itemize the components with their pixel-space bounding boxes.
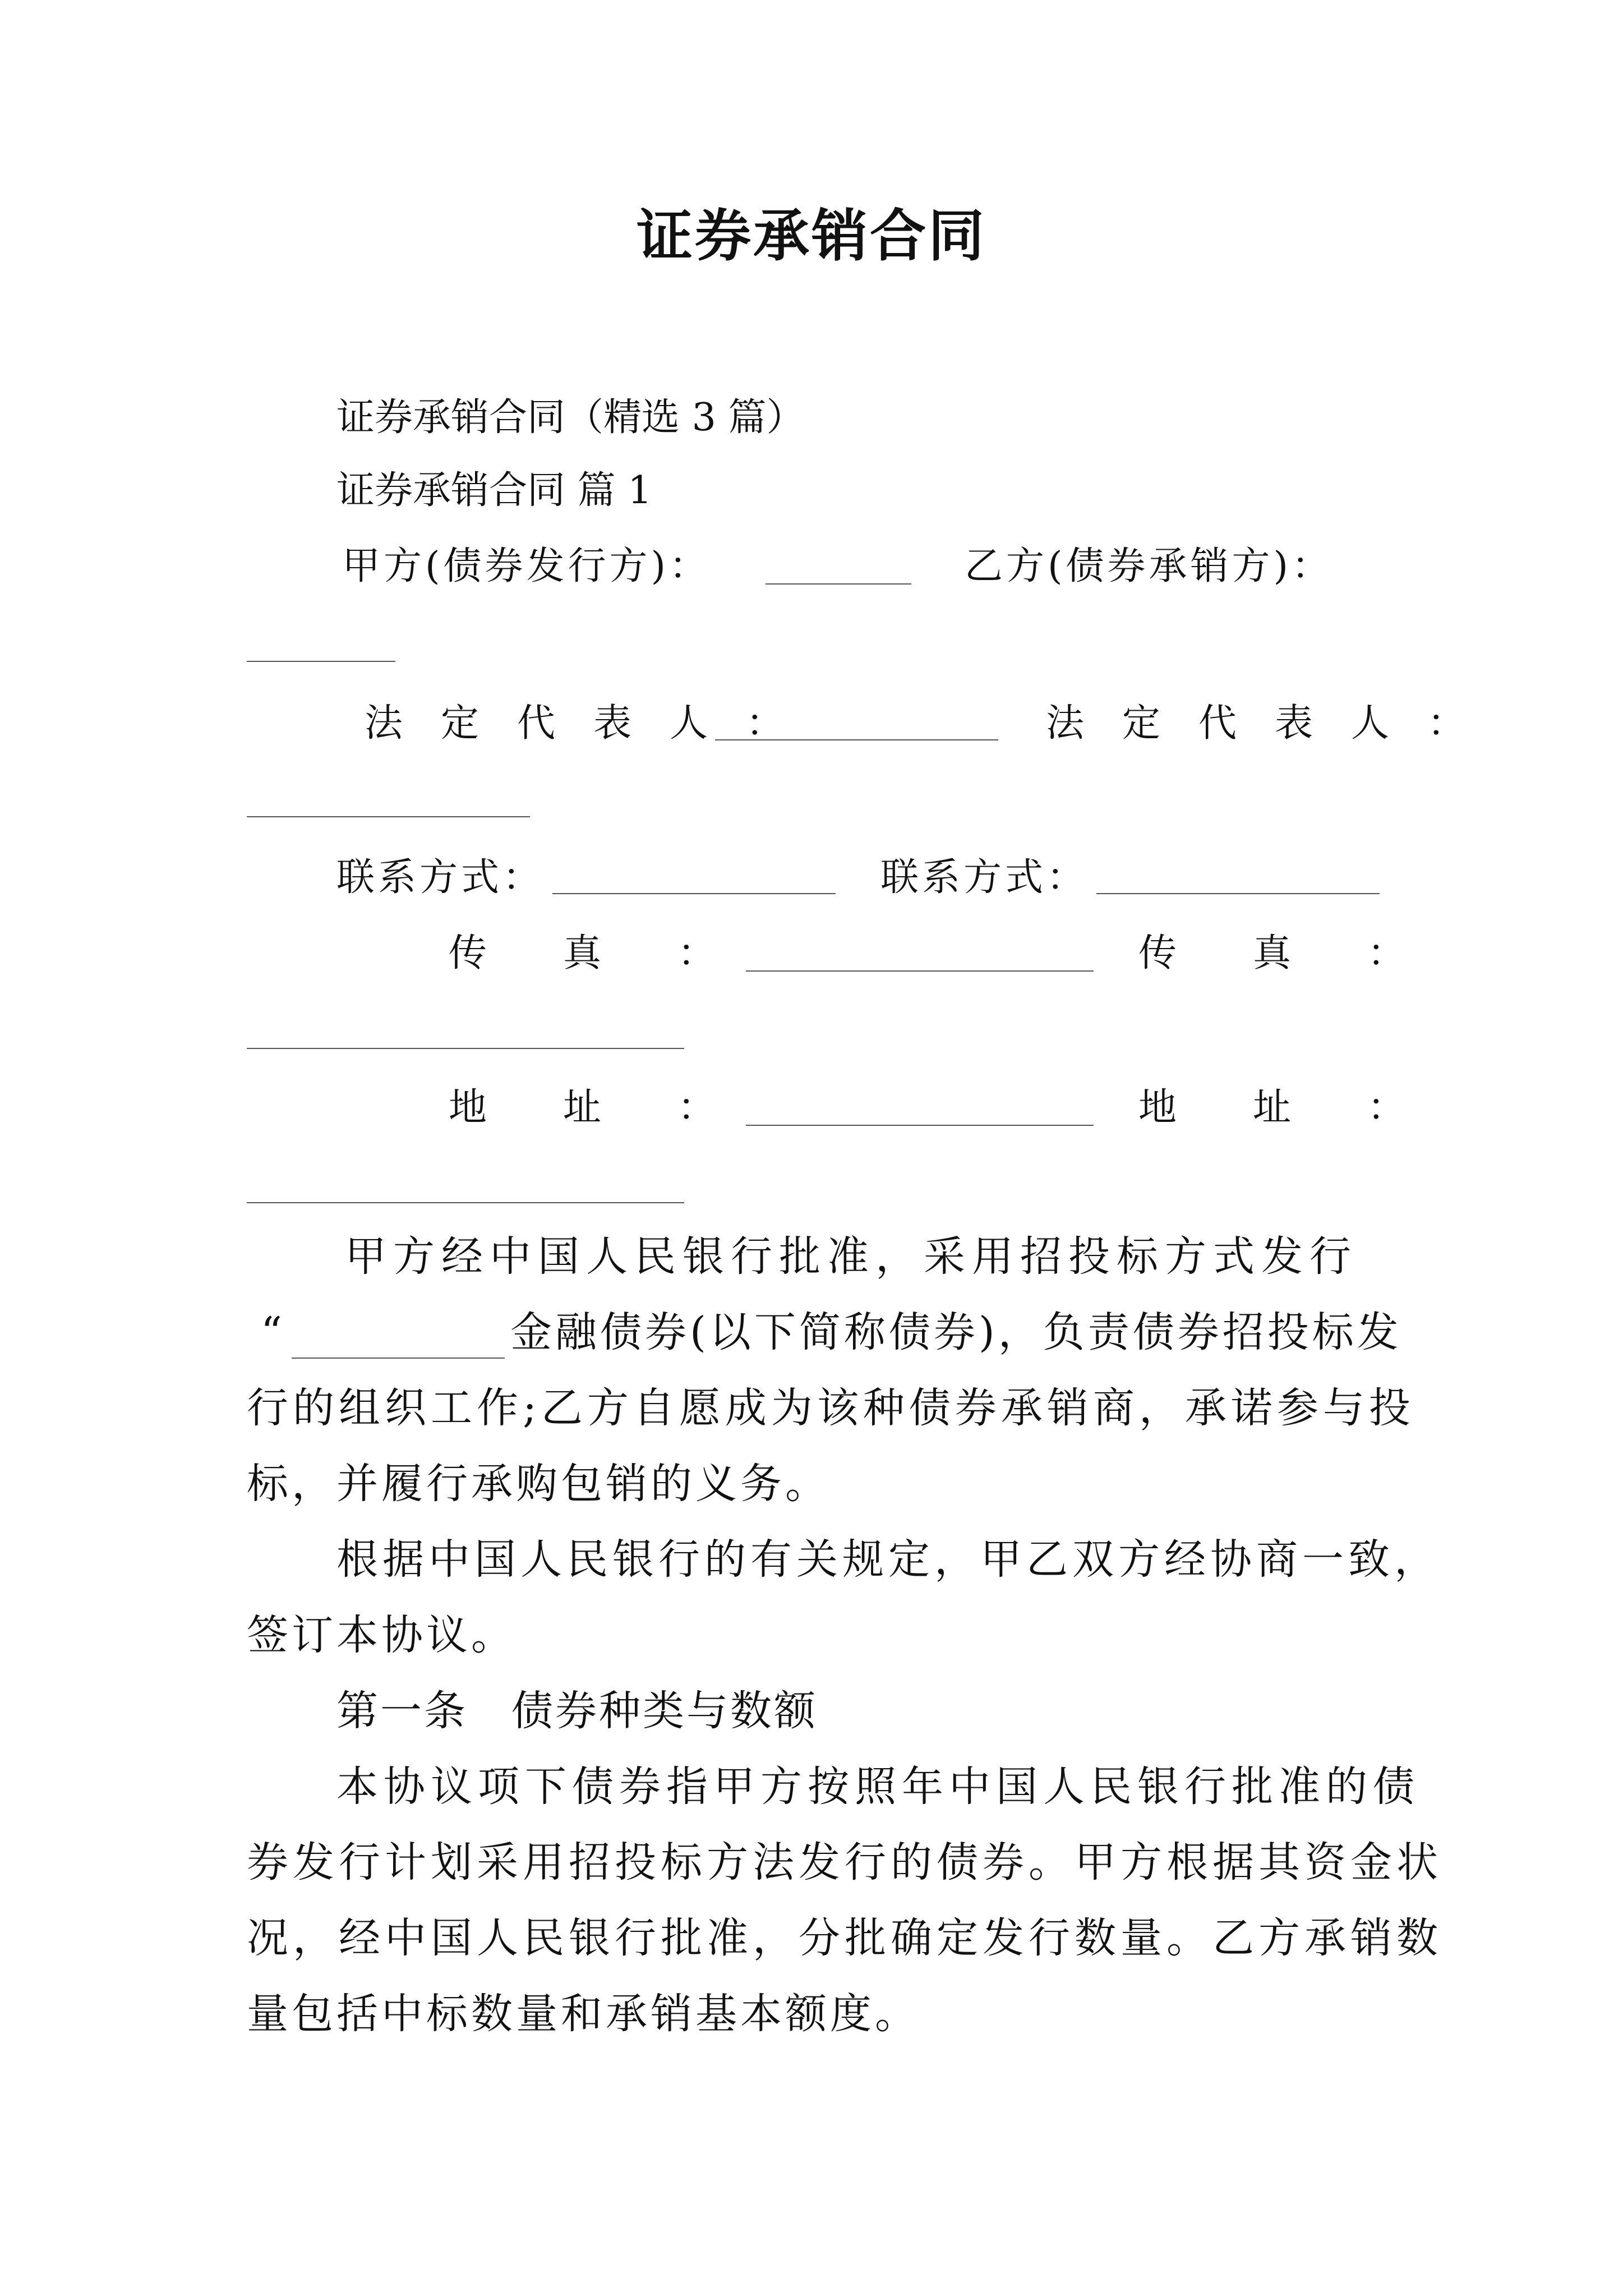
addr-b-blank[interactable] bbox=[247, 1202, 684, 1203]
contact-b-blank[interactable] bbox=[1096, 893, 1380, 894]
contact-a-blank[interactable] bbox=[552, 893, 836, 894]
rep-b-blank[interactable] bbox=[247, 816, 530, 817]
party-b-blank[interactable] bbox=[247, 661, 395, 662]
section-heading: 证券承销合同 篇 1 bbox=[336, 468, 652, 513]
para3-line2: 券发行计划采用招投标方法发行的债券。甲方根据其资金状 bbox=[247, 1838, 1442, 1887]
para3-line3: 况，经中国人民银行批准，分批确定发行数量。乙方承销数 bbox=[247, 1914, 1442, 1962]
para1-line2: 金融债券(以下简称债券)，负责债券招投标发 bbox=[510, 1308, 1402, 1356]
party-a-label: 甲方(债券发行方)： bbox=[342, 544, 711, 588]
rep-b-label: 法 定 代 表 人 ： bbox=[1046, 701, 1466, 746]
contact-b-label: 联系方式： bbox=[880, 855, 1089, 900]
addr-a-blank[interactable] bbox=[746, 1125, 1094, 1126]
party-a-blank[interactable] bbox=[766, 583, 911, 585]
document-title: 证券承销合同 bbox=[637, 203, 986, 269]
fax-a-label: 传 真 ： bbox=[449, 931, 716, 976]
para2-line1: 根据中国人民银行的有关规定，甲乙双方经协商一致， bbox=[336, 1535, 1440, 1584]
para3-line4: 量包括中标数量和承销基本额度。 bbox=[247, 1990, 920, 2038]
article-1-title: 第一条 债券种类与数额 bbox=[336, 1687, 818, 1735]
fax-b-label: 传 真 ： bbox=[1138, 931, 1406, 976]
document-subtitle: 证券承销合同（精选 3 篇） bbox=[336, 395, 805, 440]
party-b-label: 乙方(债券承销方)： bbox=[965, 544, 1334, 588]
para1-quote: “ bbox=[261, 1308, 282, 1356]
para1-line1: 甲方经中国人民银行批准，采用招投标方式发行 bbox=[345, 1232, 1358, 1281]
addr-a-label: 地 址 ： bbox=[449, 1085, 716, 1130]
fax-a-blank[interactable] bbox=[746, 970, 1094, 972]
rep-a-label: 法 定 代 表 人 ： bbox=[365, 701, 785, 746]
para3-line1: 本协议项下债券指甲方按照年中国人民银行批准的债 bbox=[336, 1763, 1420, 1811]
para1-line3: 行的组织工作;乙方自愿成为该种债券承销商，承诺参与投 bbox=[247, 1384, 1415, 1432]
para2-line2: 签订本协议。 bbox=[247, 1611, 516, 1659]
para1-line4: 标，并履行承购包销的义务。 bbox=[247, 1460, 830, 1508]
rep-a-blank[interactable] bbox=[715, 739, 998, 740]
contact-a-label: 联系方式： bbox=[336, 855, 545, 900]
addr-b-label: 地 址 ： bbox=[1138, 1085, 1406, 1130]
fax-b-blank[interactable] bbox=[247, 1048, 684, 1049]
bond-name-blank[interactable] bbox=[292, 1358, 505, 1359]
